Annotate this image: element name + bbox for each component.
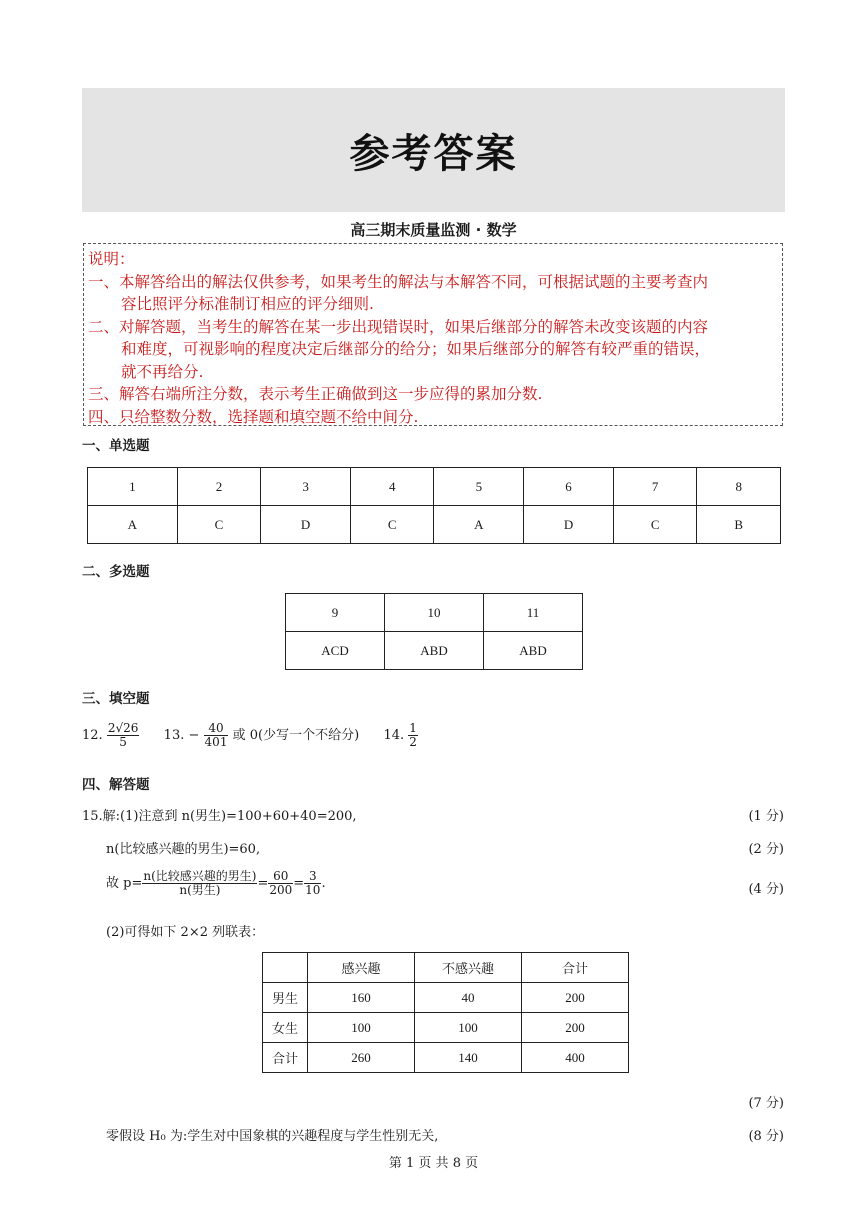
section-multi-choice-title: 二、多选题 — [82, 564, 150, 580]
table-cell: 200 — [522, 1013, 629, 1043]
equals-sign: = — [293, 876, 305, 891]
table-row — [286, 632, 583, 670]
question-number: 5 — [434, 468, 524, 506]
score-mark: (4 分) — [748, 882, 784, 897]
score-mark: (1 分) — [748, 809, 784, 824]
question-number: 11 — [484, 594, 583, 632]
table-cell: 160 — [308, 983, 415, 1013]
q13-tail: 或 0(少写一个不给分) — [232, 728, 360, 743]
formula-denominator: n(男生) — [179, 883, 221, 897]
section-fill-blank-title: 三、填空题 — [82, 691, 150, 707]
instruction-line: 四、只给整数分数，选择题和填空题不给中间分. — [88, 407, 419, 426]
question-number: 6 — [524, 468, 614, 506]
score-mark: (8 分) — [748, 1129, 784, 1144]
question-number: 4 — [350, 468, 434, 506]
question-number: 10 — [385, 594, 484, 632]
table-row — [88, 506, 781, 544]
table-header-cell: 不感兴趣 — [415, 953, 522, 983]
table-row — [263, 983, 629, 1013]
solution-line: n(比较感兴趣的男生)=60, — [106, 842, 261, 857]
answer-cell: D — [524, 506, 614, 544]
answer-cell: D — [261, 506, 351, 544]
q12-denominator: 5 — [119, 735, 127, 749]
formula-numerator: 3 — [304, 870, 321, 884]
table-row-label: 女生 — [263, 1013, 308, 1043]
table-cell: 200 — [522, 983, 629, 1013]
q12-numerator: 2√26 — [107, 721, 139, 735]
q13-fraction — [204, 722, 229, 749]
answer-cell: C — [350, 506, 434, 544]
answer-cell: B — [697, 506, 781, 544]
table-row — [263, 953, 629, 983]
q13-denominator: 401 — [204, 735, 228, 749]
table-cell: 100 — [415, 1013, 522, 1043]
question-number: 7 — [613, 468, 697, 506]
equals-sign: = — [257, 876, 269, 891]
q13-sign: − — [188, 728, 200, 743]
table-cell: 100 — [308, 1013, 415, 1043]
title-banner — [82, 88, 785, 212]
answer-cell: A — [434, 506, 524, 544]
multi-choice-table — [285, 593, 583, 670]
score-mark: (2 分) — [748, 842, 784, 857]
fill-blank-answers — [82, 722, 418, 749]
table-row-label: 男生 — [263, 983, 308, 1013]
q13-numerator: 40 — [204, 722, 229, 736]
formula-fraction — [268, 870, 293, 897]
table-header-cell: 合计 — [522, 953, 629, 983]
formula-denominator: 10 — [305, 883, 321, 897]
table-cell: 400 — [522, 1043, 629, 1073]
question-number: 3 — [261, 468, 351, 506]
instructions-heading: 说明： — [88, 250, 135, 268]
exam-subtitle: 高三期末质量监测 · 数学 — [350, 221, 517, 239]
formula-fraction — [304, 870, 321, 897]
score-mark: (7 分) — [748, 1096, 784, 1111]
q13-label: 13. — [163, 728, 185, 743]
single-choice-table — [87, 467, 781, 544]
solution-line: (2)可得如下 2×2 列联表： — [106, 925, 265, 940]
answer-cell: ABD — [385, 632, 484, 670]
solution-line: 15.解:(1)注意到 n(男生)=100+60+40=200, — [82, 809, 357, 824]
instructions-box — [83, 243, 783, 426]
formula-numerator: 60 — [268, 870, 293, 884]
q12-fraction — [107, 722, 140, 749]
answer-cell: ABD — [484, 632, 583, 670]
q14-denominator: 2 — [409, 735, 417, 749]
table-cell: 260 — [308, 1043, 415, 1073]
table-cell: 40 — [415, 983, 522, 1013]
instruction-line: 容比照评分标准制订相应的评分细则. — [121, 295, 374, 313]
contingency-table — [262, 952, 629, 1073]
page-number: 第 1 页 共 8 页 — [388, 1156, 479, 1171]
table-row — [286, 594, 583, 632]
answer-cell: C — [177, 506, 261, 544]
solution-formula — [106, 870, 326, 897]
table-row-label: 合计 — [263, 1043, 308, 1073]
formula-denominator: 200 — [269, 883, 293, 897]
instruction-line: 三、解答右端所注分数，表示考生正确做到这一步应得的累加分数. — [88, 385, 543, 403]
instruction-line: 一、本解答给出的解法仅供参考，如果考生的解法与本解答不同，可根据试题的主要考查内 — [88, 272, 709, 291]
question-number: 2 — [177, 468, 261, 506]
answer-cell: A — [88, 506, 178, 544]
formula-prefix: 故 p= — [106, 876, 143, 891]
instruction-line: 二、对解答题，当考生的解答在某一步出现错误时，如果后继部分的解答未改变该题的内容 — [88, 317, 709, 336]
answer-cell: C — [613, 506, 697, 544]
solution-line: 零假设 H₀ 为:学生对中国象棋的兴趣程度与学生性别无关, — [106, 1129, 439, 1144]
q12-label: 12. — [82, 728, 103, 743]
q14-fraction — [408, 722, 418, 749]
section-single-choice-title: 一、单选题 — [82, 438, 150, 454]
table-header-cell: 感兴趣 — [308, 953, 415, 983]
q14-numerator: 1 — [409, 721, 417, 735]
table-row — [263, 1013, 629, 1043]
page-title: 参考答案 — [349, 129, 518, 177]
table-row — [263, 1043, 629, 1073]
formula-numerator: n(比较感兴趣的男生) — [143, 869, 257, 883]
instruction-line: 就不再给分. — [121, 362, 204, 381]
formula-end: . — [321, 876, 326, 891]
q14-label: 14. — [383, 728, 405, 743]
formula-fraction — [142, 870, 257, 897]
table-header-cell — [263, 953, 308, 983]
question-number: 8 — [697, 468, 781, 506]
table-cell: 140 — [415, 1043, 522, 1073]
question-number: 9 — [286, 594, 385, 632]
question-number: 1 — [88, 468, 178, 506]
instruction-line: 和难度，可视影响的程度决定后继部分的给分；如果后继部分的解答有较严重的错误， — [121, 340, 711, 358]
table-row — [88, 468, 781, 506]
answer-cell: ACD — [286, 632, 385, 670]
section-solution-title: 四、解答题 — [82, 777, 150, 793]
